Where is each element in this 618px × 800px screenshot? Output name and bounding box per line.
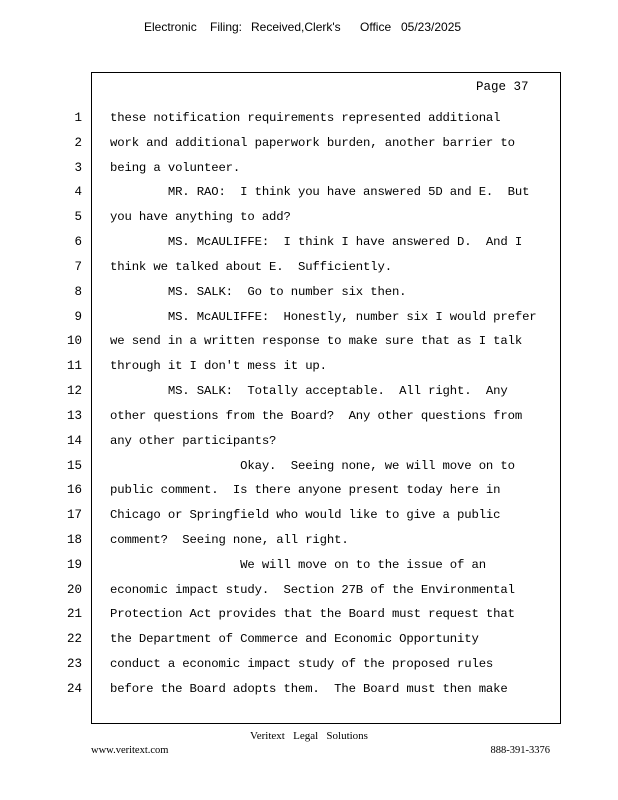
transcript-line: Protection Act provides that the Board must request that [110,607,515,621]
line-number: 24 [66,682,82,696]
filing-stamp-electronic: Electronic [144,20,197,34]
transcript-line: MS. SALK: Totally acceptable. All right. Any [110,384,508,398]
transcript-line: these notification requirements represented additional [110,111,501,125]
filing-stamp-date: 05/23/2025 [401,20,462,34]
filing-stamp-received: Received,Clerk's [251,20,341,34]
transcript-line: MS. McAULIFFE: Honestly, number six I would prefer [110,310,537,324]
transcript-line: any other participants? [110,434,277,448]
line-number: 21 [66,607,82,621]
line-number: 3 [74,161,82,175]
transcript-line: economic impact study. Section 27B of the Environmental [110,583,515,597]
line-number: 1 [74,111,82,125]
transcript-line: comment? Seeing none, all right. [110,533,349,547]
transcript-line: We will move on to the issue of an [110,558,486,572]
page-number: Page 37 [476,80,529,94]
line-number: 14 [66,434,82,448]
line-number: 12 [66,384,82,398]
footer-phone: 888-391-3376 [490,745,550,756]
filing-stamp-office: Office [360,20,392,34]
line-number: 13 [66,409,82,423]
line-number: 10 [66,334,82,348]
line-number: 20 [66,583,82,597]
footer-company: Veritext Legal Solutions [250,730,368,742]
line-number: 5 [74,210,82,224]
footer-website: www.veritext.com [91,745,169,756]
transcript-line: Chicago or Springfield who would like to give a public [110,508,501,522]
line-number: 6 [74,235,82,249]
transcript-line: conduct a economic impact study of the proposed rules [110,657,494,671]
transcript-line: we send in a written response to make sure that as I talk [110,334,523,348]
transcript-line: the Department of Commerce and Economic Opportunity [110,632,479,646]
transcript-line: other questions from the Board? Any other questions from [110,409,523,423]
line-number: 4 [74,185,82,199]
transcript-line: public comment. Is there anyone present today here in [110,483,501,497]
line-number: 11 [66,359,82,373]
line-number: 16 [66,483,82,497]
transcript-line: before the Board adopts them. The Board must then make [110,682,508,696]
transcript-line: MS. SALK: Go to number six then. [110,285,407,299]
line-number: 9 [74,310,82,324]
transcript-line: through it I don't mess it up. [110,359,327,373]
transcript-line: being a volunteer. [110,161,241,175]
transcript-line: you have anything to add? [110,210,291,224]
line-number: 19 [66,558,82,572]
transcript-line: Okay. Seeing none, we will move on to [110,459,515,473]
line-number: 18 [66,533,82,547]
line-number: 23 [66,657,82,671]
line-number: 17 [66,508,82,522]
transcript-line: think we talked about E. Sufficiently. [110,260,392,274]
transcript-line: MR. RAO: I think you have answered 5D and E. But [110,185,530,199]
line-number: 2 [74,136,82,150]
transcript-line: MS. McAULIFFE: I think I have answered D. And I [110,235,523,249]
line-number: 15 [66,459,82,473]
line-number: 8 [74,285,82,299]
line-number: 22 [66,632,82,646]
transcript-line: work and additional paperwork burden, another barrier to [110,136,515,150]
filing-stamp-filing: Filing: [210,20,243,34]
line-number: 7 [74,260,82,274]
